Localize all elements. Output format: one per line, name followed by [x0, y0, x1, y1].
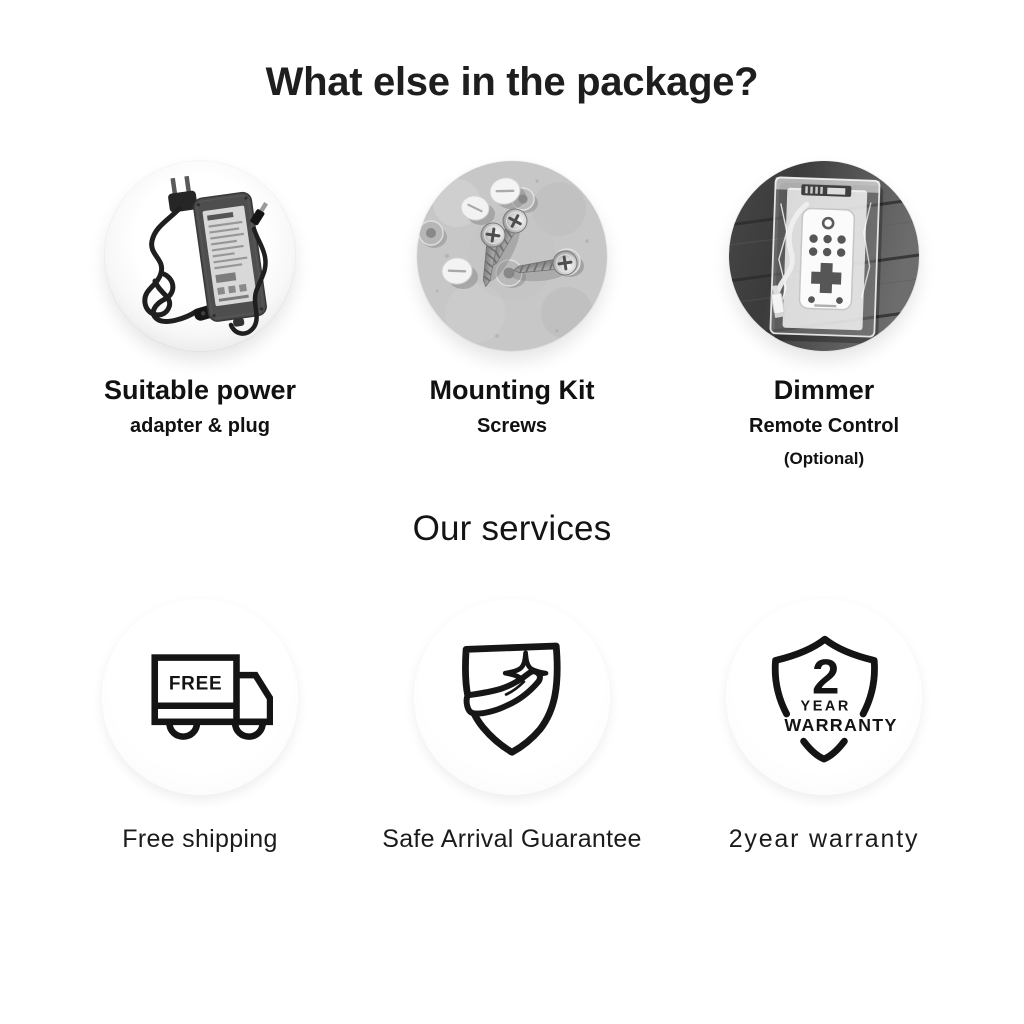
mounting-kit-photo [417, 161, 607, 351]
remote-control [799, 208, 854, 310]
services-heading: Our services [412, 509, 612, 548]
strip-connector [801, 184, 851, 197]
service-card-free-shipping [44, 599, 356, 854]
warranty-warranty-text: WARRANTY [784, 715, 898, 735]
power-adapter-caption [104, 377, 296, 436]
dimmer-note: (Optional) [783, 449, 865, 468]
dimmer-remote-photo [729, 161, 919, 351]
safe-arrival-circle [414, 599, 610, 795]
service-card-warranty [668, 599, 980, 854]
warranty-label: 2year warranty [728, 825, 920, 853]
power-adapter-subtitle: adapter & plug [129, 415, 270, 437]
package-card-dimmer [668, 161, 980, 467]
services-row [0, 599, 1024, 854]
power-adapter-title: Suitable power [103, 375, 297, 405]
warranty-circle [726, 599, 922, 795]
hand [467, 671, 540, 713]
dimmer-subtitle: Remote Control [749, 415, 899, 437]
dimmer-title: Dimmer [773, 375, 875, 405]
free-shipping-circle [102, 599, 298, 795]
warranty-year-text: YEAR [800, 698, 851, 715]
service-card-safe-arrival [356, 599, 668, 854]
safe-arrival-shield-icon [427, 612, 597, 782]
safe-arrival-label: Safe Arrival Guarantee [382, 825, 642, 853]
warranty-number: 2 [811, 649, 840, 705]
page-title: What else in the package? [265, 60, 759, 104]
mounting-kit-photo-circle [417, 161, 607, 351]
truck-free-text: FREE [168, 673, 223, 695]
power-adapter-photo-circle [105, 161, 295, 351]
package-card-mounting-kit [356, 161, 668, 467]
package-card-power-adapter [44, 161, 356, 467]
warranty-badge-icon [739, 612, 909, 782]
dimmer-caption [749, 377, 899, 467]
dimmer-photo-circle [729, 161, 919, 351]
mounting-kit-caption [430, 377, 595, 436]
plastic-bag [768, 177, 884, 344]
power-adapter-photo [105, 161, 295, 351]
free-shipping-truck-icon [127, 624, 273, 770]
mounting-kit-title: Mounting Kit [429, 375, 595, 405]
mounting-kit-subtitle: Screws [476, 415, 548, 437]
package-row [0, 161, 1024, 467]
free-shipping-label: Free shipping [122, 825, 278, 853]
